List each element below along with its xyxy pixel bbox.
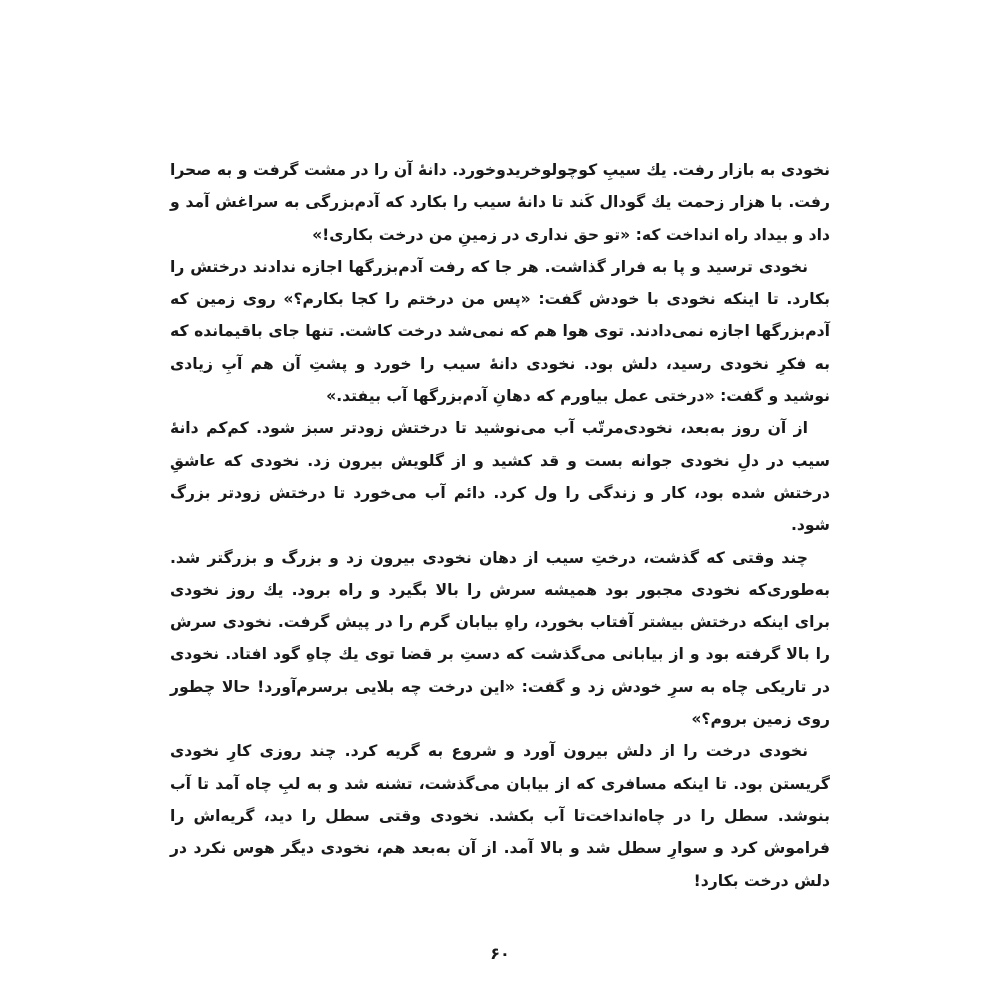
paragraph-5: نخودی درخت را از دلش بیرون آورد و شروع به گریه كرد. چند روزی كارِ نخودی گریستن بود. تا اینكه مسافری كه از بیابان می‌گذشت، تشنه شد و به لبِ چاه آمد تا آب بنوشد. سطل را در چاه‌انداخت‌تا آب بكشد. نخودی وقتی سطل را دید، گریه‌اش را فراموش كرد و سوارِ سطل شد و بالا آمد. از آن به‌بعد هم، نخودی دیگر هوس نكرد در دلش درخت بكارد! <box>170 742 830 890</box>
paragraph-1: نخودی به بازار رفت. یك سیبِ كوچولوخریدوخورد. دانهٔ آن را در مشت گرفت و به صحرا رفت. با هزار زحمت یك گودال كَند تا دانهٔ سیب را بكارد كه آدم‌بزرگی به سراغش آمد و داد و بیداد راه انداخت كه: «تو حق نداری در زمینِ من درخت بكاری!» <box>170 161 830 244</box>
page-number: ۶۰ <box>490 944 510 963</box>
story-text <box>170 154 830 897</box>
paragraph-2: نخودی ترسید و پا به فرار گذاشت. هر جا كه رفت آدم‌بزرگها اجازه ندادند درختش را بكارد. تا اینكه نخودی با خودش گفت: «پس من درختم را كجا بكارم؟» روی زمین كه آدم‌بزرگها اجازه نمی‌دادند. توی هوا هم كه نمی‌شد درخت كاشت. تنها جای باقیمانده كه به فكرِ نخودی رسید، دلش بود. نخودی دانهٔ سیب را خورد و پشتِ آن هم آبِ زیادی نوشید و گفت: «درختی عمل بیاورم كه دهانِ آدم‌بزرگها آب بیفتد.» <box>170 257 830 406</box>
paragraph-4: چند وقتی كه گذشت، درختِ سیب از دهان نخودی بیرون زد و بزرگ و بزرگتر شد. به‌طوری‌كه نخودی مجبور بود همیشه سرش را بالا بگیرد و راه برود. یك روز نخودی برای اینكه درختش بیشتر آفتاب بخورد، راهِ بیابان گرم را در پیش گرفت. نخودی سرش را بالا گرفته بود و از بیابانی می‌گذشت كه دستِ بر قضا توی یك چاهِ گود افتاد. نخودی در تاریكی چاه به سرِ خودش زد و گفت: «این درخت چه بلایی برسرم‌آورد! حالا چطور روی زمین بروم؟» <box>170 548 830 729</box>
paragraph-3: از آن روز به‌بعد، نخودی‌مرتّب آب می‌نوشید تا درختش زودتر سبز شود. كم‌كم دانهٔ سیب در دلِ نخودی جوانه بست و قد كشید و از گلویش بیرون زد. نخودی كه عاشقِ درختش شده بود، كار و زندگی را ول كرد. دائم آب می‌خورد تا درختش زودتر بزرگ شود. <box>170 419 830 535</box>
